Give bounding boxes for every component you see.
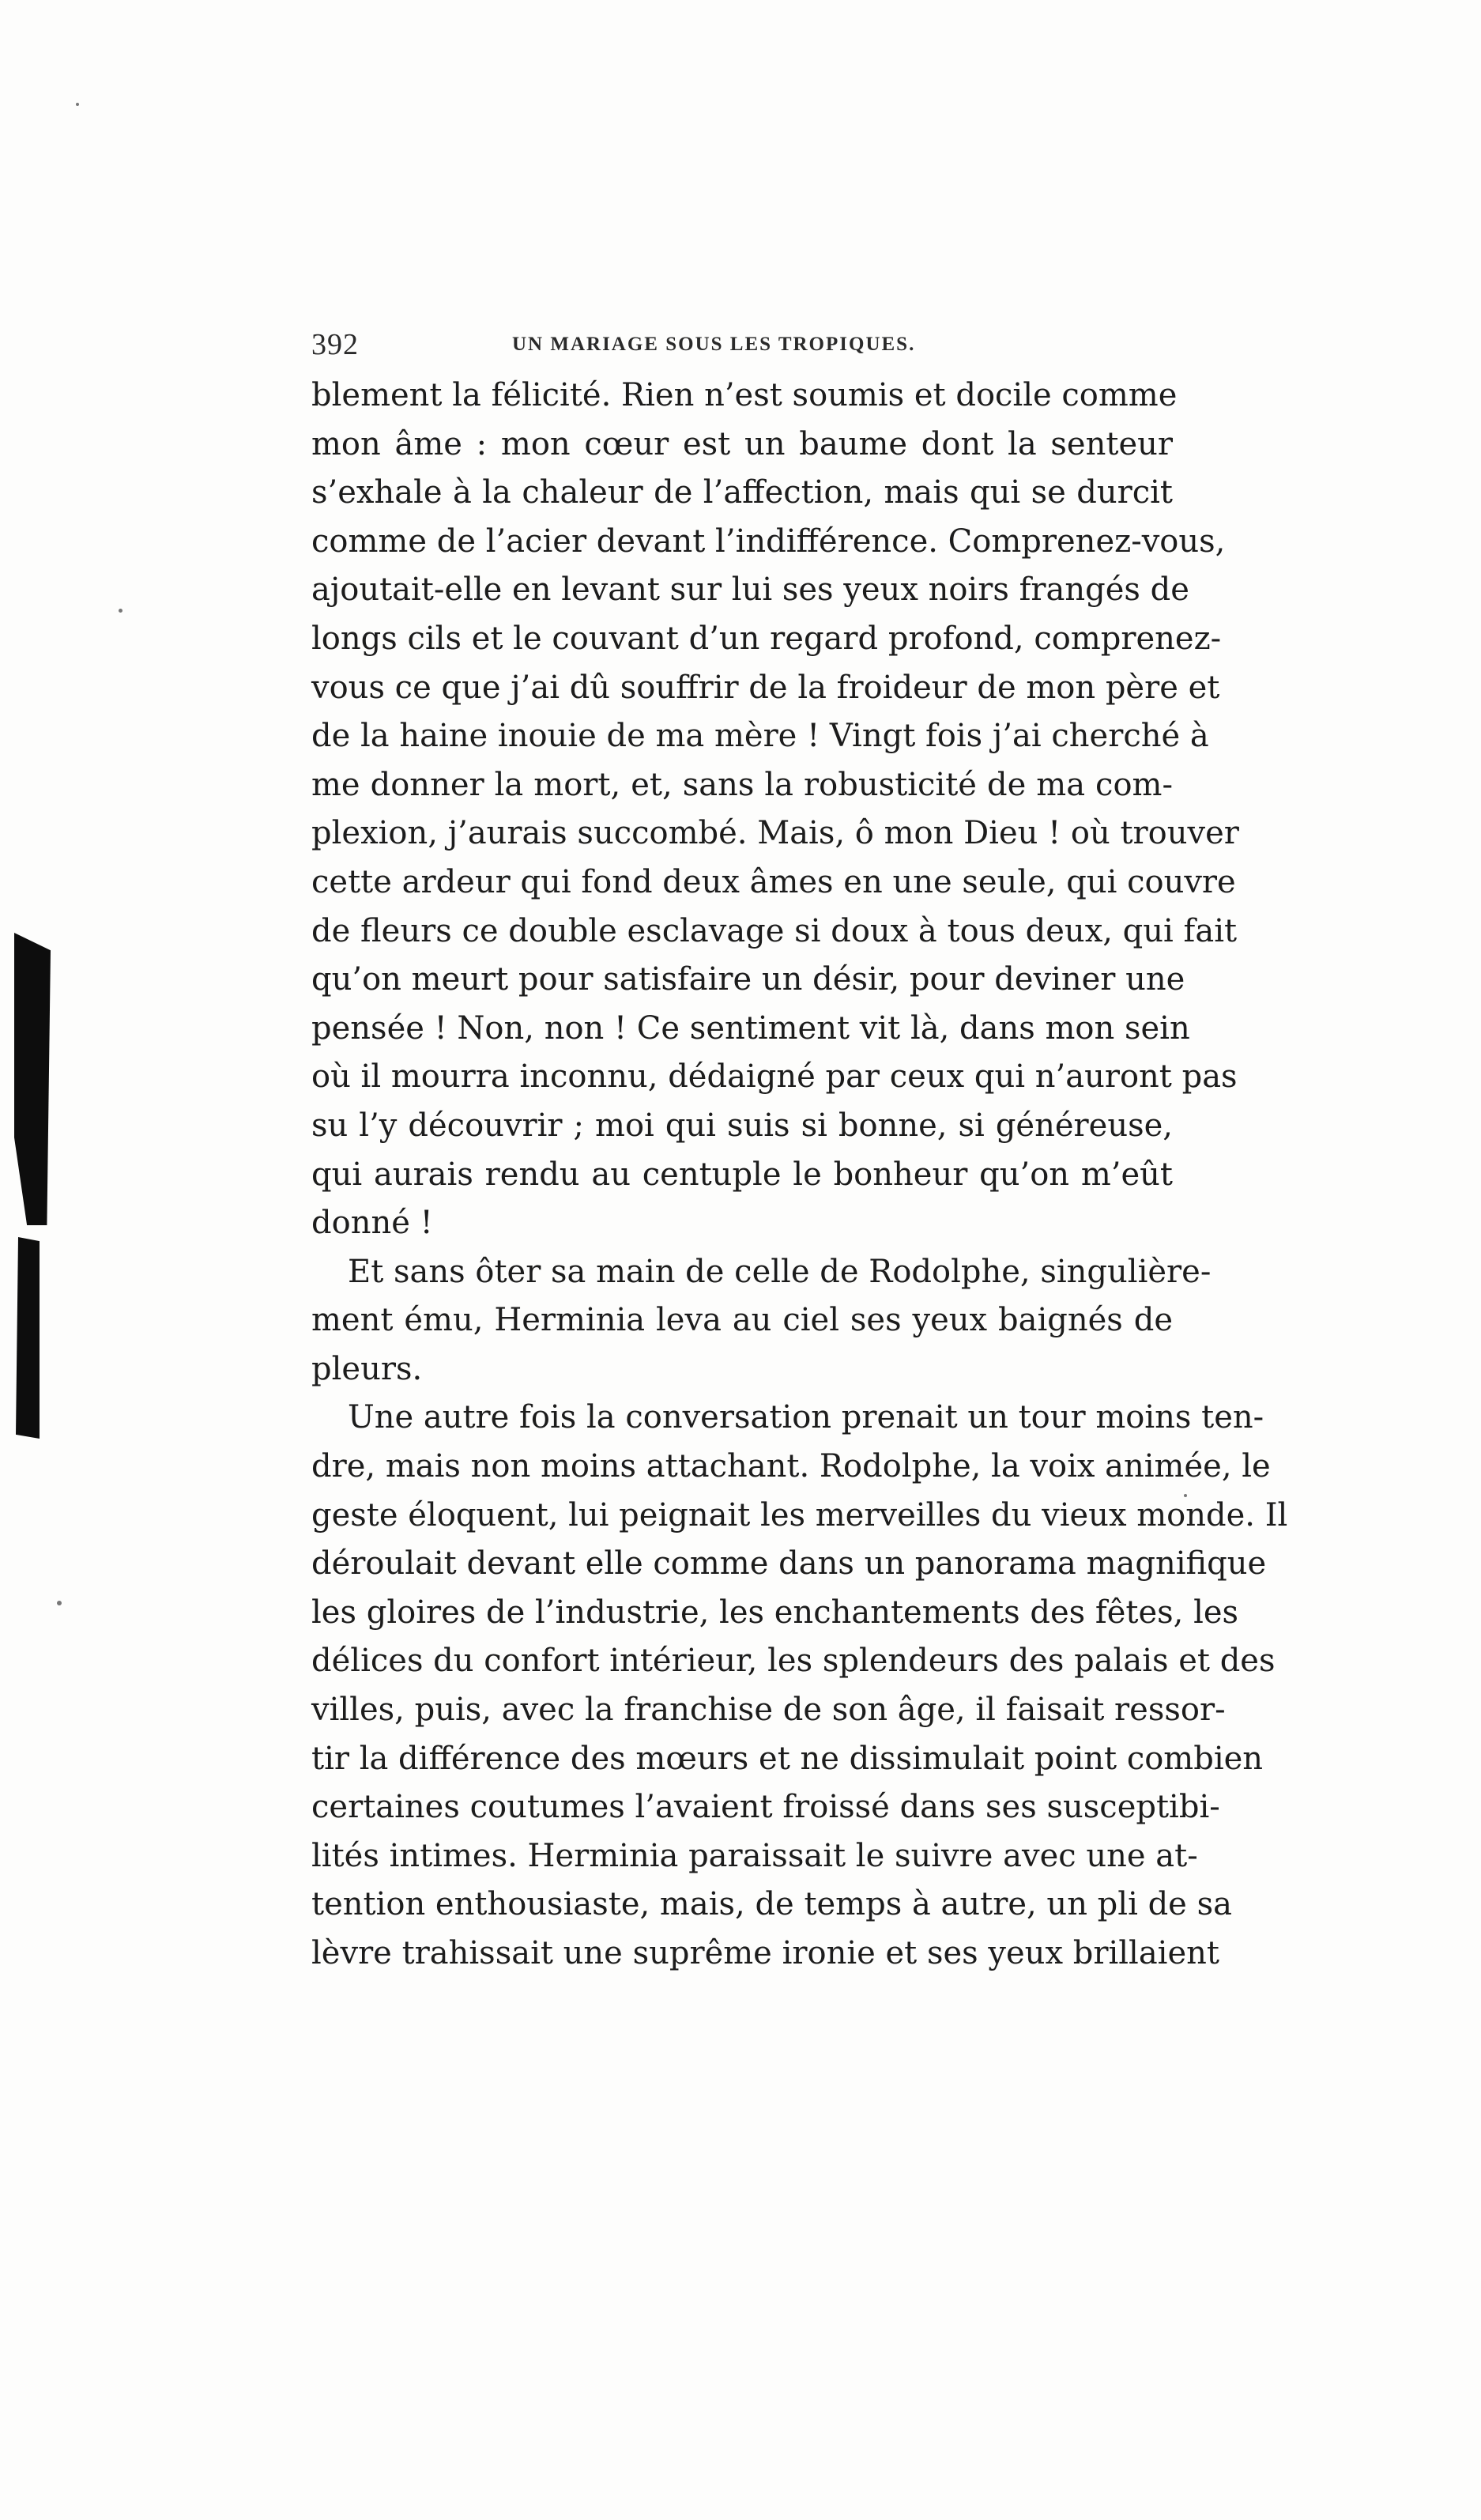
text-line: Une autre fois la conversation prenait un tour moins ten- — [348, 1399, 1264, 1436]
text-line: vous ce que j’ai dû souffrir de la froideur de mon père et — [311, 669, 1220, 706]
text-line: pleurs. — [311, 1350, 423, 1387]
text-line: s’exhale à la chaleur de l’affection, mais qui se durcit — [311, 474, 1173, 511]
body-text — [311, 372, 1288, 1979]
page-number: 392 — [311, 328, 359, 361]
paragraph — [311, 1248, 1212, 1394]
text-line: les gloires de l’industrie, les enchantements des fêtes, les — [311, 1594, 1239, 1631]
text-line: pensée ! Non, non ! Ce sentiment vit là, dans mon sein — [311, 1009, 1190, 1047]
scan-speck — [1184, 1494, 1187, 1497]
text-line: blement la félicité. Rien n’est soumis et docile comme — [311, 377, 1178, 413]
text-line: lèvre trahissait une suprême ironie et ses yeux brillaient — [311, 1935, 1219, 1971]
text-line: lités intimes. Herminia paraissait le suivre avec une at- — [311, 1837, 1198, 1874]
running-title: UN MARIAGE SOUS LES TROPIQUES. — [512, 334, 916, 355]
text-line: villes, puis, avec la franchise de son âge, il faisait ressor- — [311, 1692, 1226, 1729]
text-line: certaines coutumes l’avaient froissé dans ses susceptibi- — [311, 1789, 1220, 1826]
paragraph — [311, 372, 1239, 1248]
text-line: qu’on meurt pour satisfaire un désir, pour deviner une — [311, 961, 1185, 998]
scan-speck — [76, 103, 79, 106]
text-line: de fleurs ce double esclavage si doux à tous deux, qui fait — [311, 912, 1238, 949]
scan-margin-artifact — [16, 1237, 40, 1439]
text-line: plexion, j’aurais succombé. Mais, ô mon Dieu ! où trouver — [311, 815, 1239, 852]
text-line: dre, mais non moins attachant. Rodolphe, la voix animée, le — [311, 1448, 1271, 1485]
text-line: ajoutait-elle en levant sur lui ses yeux noirs frangés de — [311, 572, 1189, 609]
text-line: tention enthousiaste, mais, de temps à autre, un pli de sa — [311, 1886, 1232, 1923]
paragraph — [311, 1394, 1288, 1978]
text-line: donné ! — [311, 1205, 433, 1242]
text-line: où il mourra inconnu, dédaigné par ceux qui n’auront pas — [311, 1058, 1238, 1096]
scan-margin-artifact — [14, 933, 51, 1225]
text-line: délices du confort intérieur, les splendeurs des palais et des — [311, 1643, 1276, 1680]
text-line: cette ardeur qui fond deux âmes en une seule, qui couvre — [311, 863, 1236, 900]
page-header — [311, 327, 1102, 367]
text-line: geste éloquent, lui peignait les merveilles du vieux monde. Il — [311, 1496, 1288, 1534]
text-line: de la haine inouie de ma mère ! Vingt fois j’ai cherché à — [311, 718, 1209, 755]
text-line: me donner la mort, et, sans la robusticité de ma com- — [311, 766, 1173, 803]
text-line: comme de l’acier devant l’indifférence. Comprenez-vous, — [311, 522, 1226, 560]
text-line: Et sans ôter sa main de celle de Rodolphe, singulière- — [348, 1253, 1212, 1290]
text-line: tir la différence des mœurs et ne dissimulait point combien — [311, 1740, 1264, 1777]
text-line: ment ému, Herminia leva au ciel ses yeux baignés de — [311, 1302, 1173, 1339]
text-line: qui aurais rendu au centuple le bonheur qu’on m’eût — [311, 1156, 1173, 1193]
text-line: su l’y découvrir ; moi qui suis si bonne, si généreuse, — [311, 1107, 1173, 1144]
text-line: longs cils et le couvant d’un regard profond, comprenez- — [311, 620, 1222, 657]
scan-speck — [57, 1601, 62, 1605]
text-line: mon âme : mon cœur est un baume dont la senteur — [311, 425, 1173, 462]
text-line: déroulait devant elle comme dans un panorama magnifique — [311, 1545, 1267, 1583]
scan-speck — [119, 609, 122, 613]
